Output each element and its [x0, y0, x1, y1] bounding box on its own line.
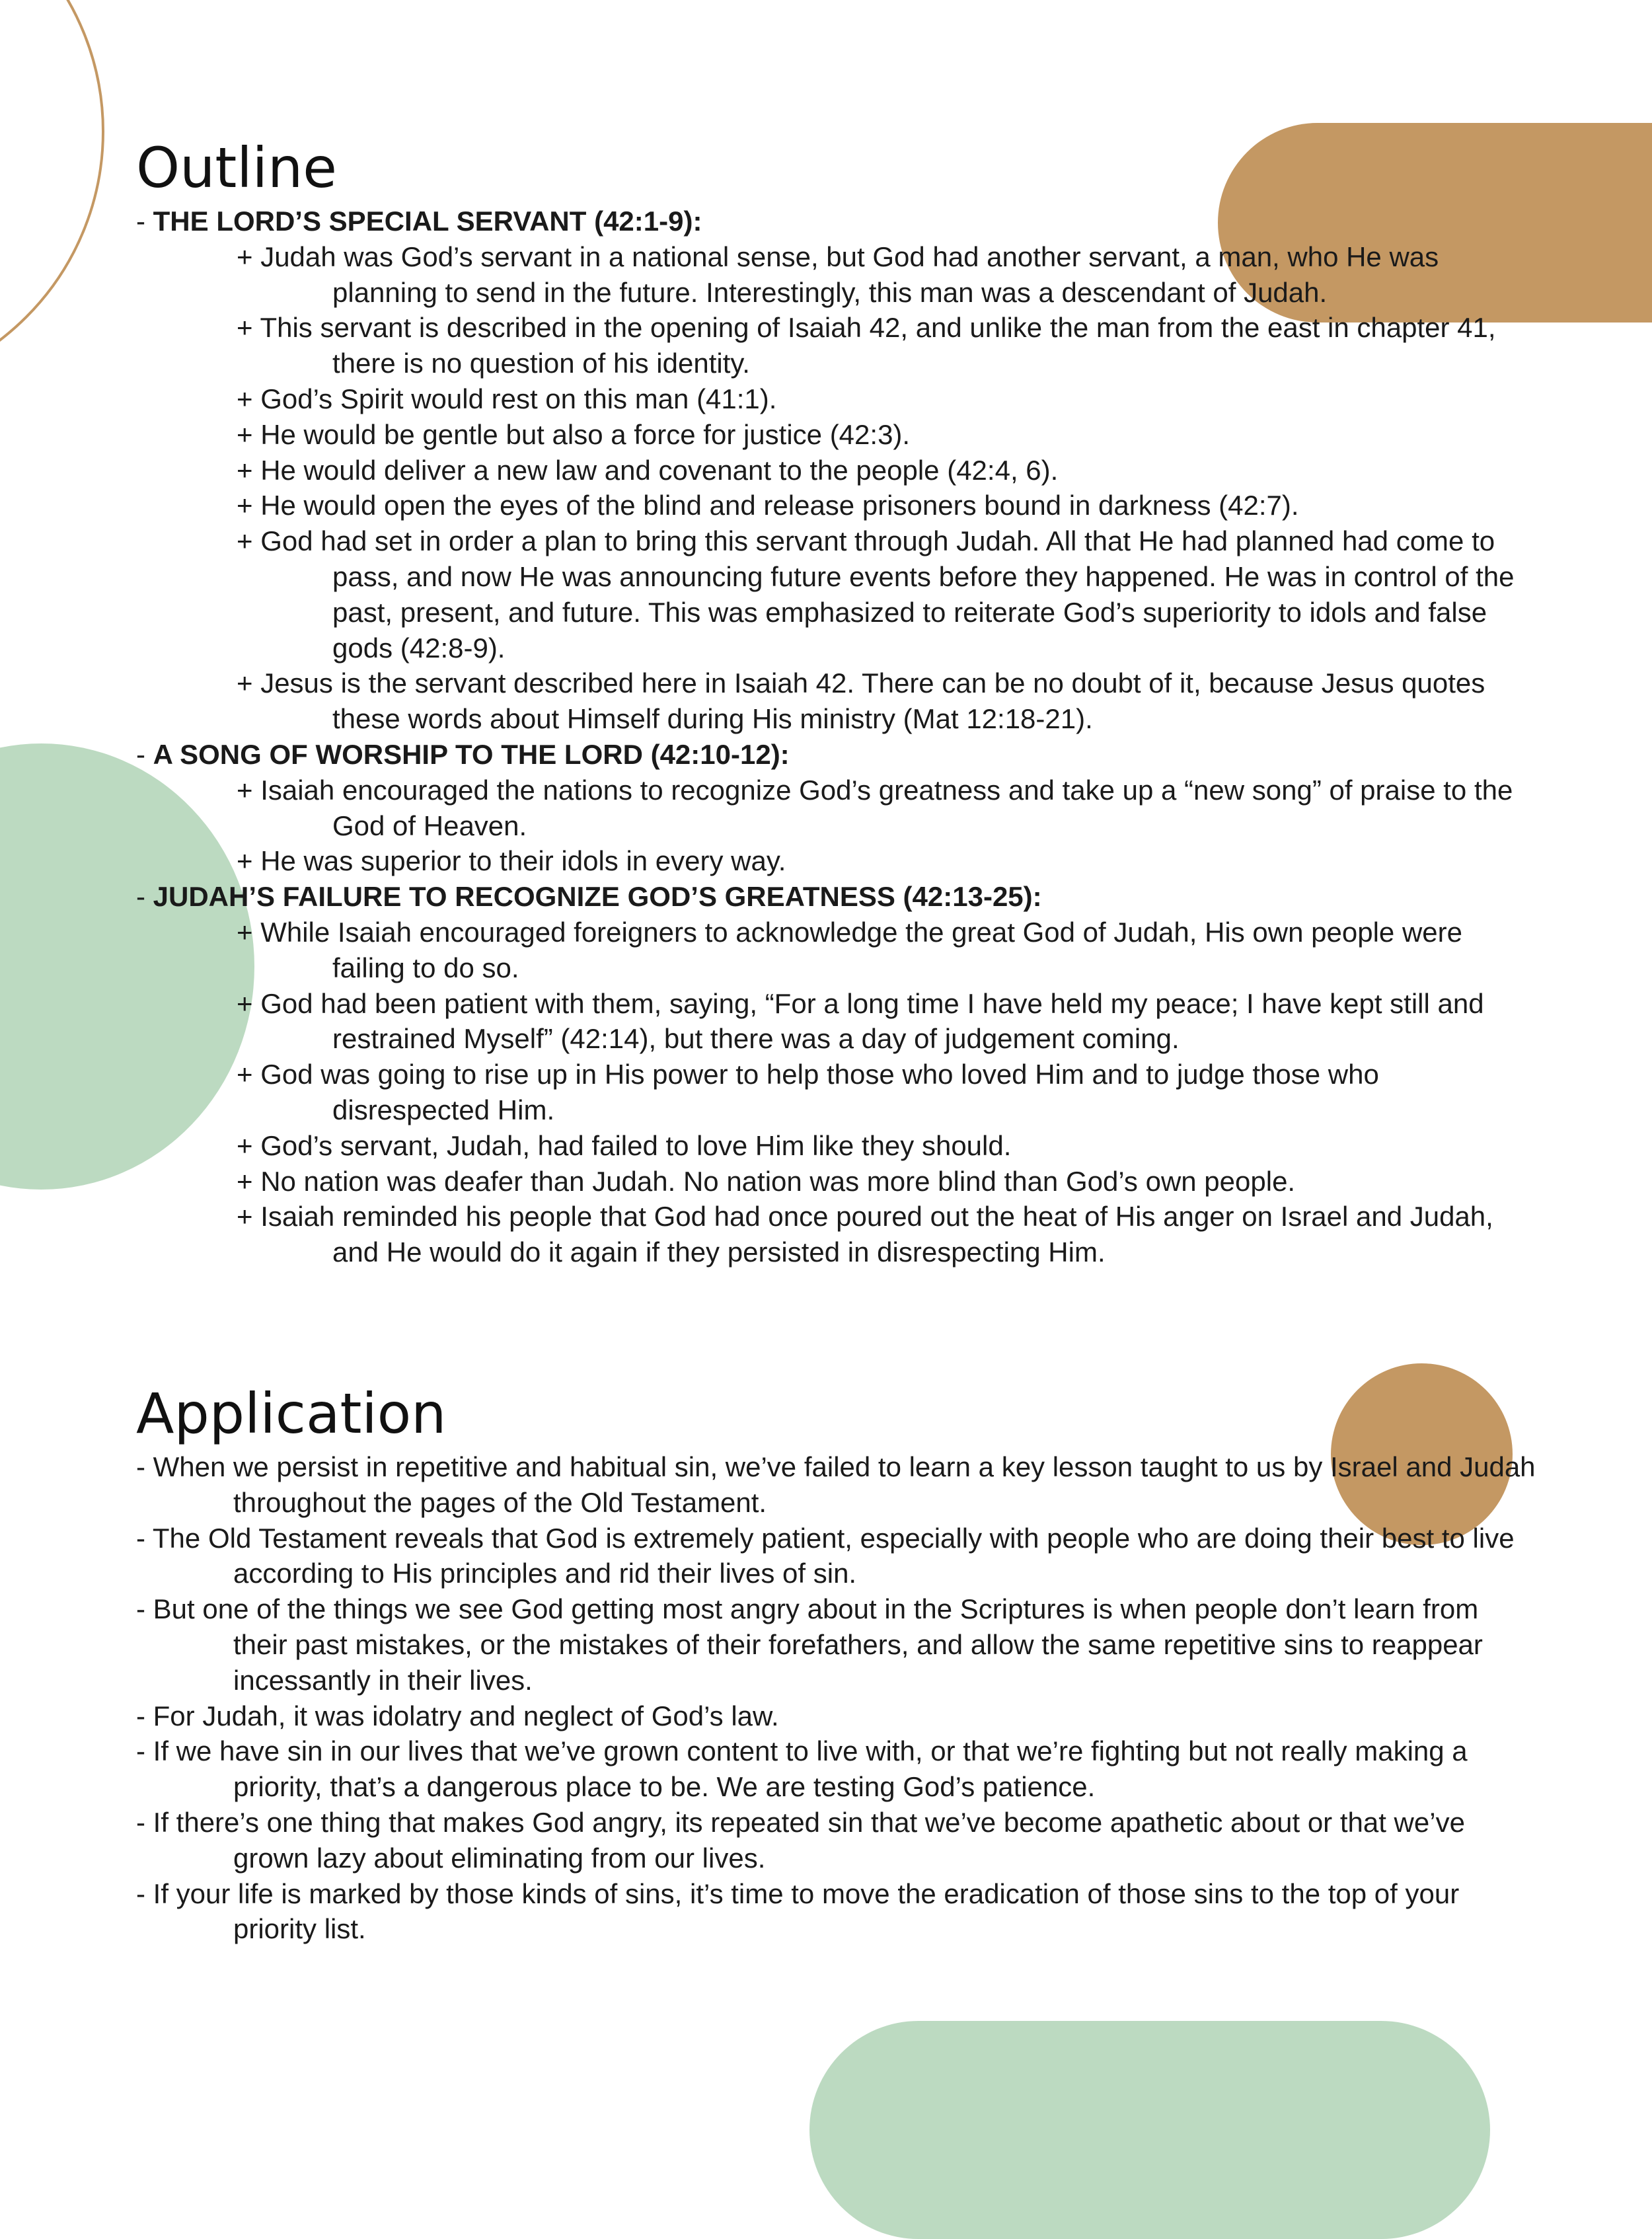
section-heading: [136, 737, 1537, 773]
application-marker: -: [136, 1451, 153, 1482]
point-marker: +: [237, 987, 261, 1019]
application-text: But one of the things we see God getting most angry about in the Scriptures is when people don’t learn from their past mistakes, or the mistakes of their forefathers, and allow the same repetitive sins to reappear incessantly in their lives.: [153, 1593, 1483, 1696]
application-section: [136, 1378, 1537, 1947]
outline-point: [136, 381, 1537, 417]
point-text: God had been patient with them, saying, “For a long time I have held my peace; I have kept still and restrained Myself” (42:14), but there was a day of judgement coming.: [260, 987, 1484, 1055]
point-marker: +: [237, 845, 261, 877]
point-text: No nation was deafer than Judah. No nation was more blind than God’s own people.: [260, 1165, 1296, 1197]
section-marker: -: [136, 738, 153, 770]
point-text: Jesus is the servant described here in Isaiah 42. There can be no doubt of it, because Jesus quotes these words about Himself during His ministry (Mat 12:18-21).: [260, 667, 1485, 735]
application-text: The Old Testament reveals that God is extremely patient, especially with people who are doing their best to live according to His principles and rid their lives of sin.: [152, 1522, 1515, 1589]
outline-point: [136, 773, 1537, 844]
point-marker: +: [237, 774, 261, 806]
application-point: [136, 1591, 1537, 1698]
outline-point: [136, 453, 1537, 488]
application-marker: -: [136, 1522, 153, 1554]
outline-title: Outline: [136, 135, 337, 200]
application-point: [136, 1805, 1537, 1876]
outline-point: [136, 239, 1537, 311]
section-marker: -: [136, 881, 153, 913]
point-marker: +: [237, 490, 261, 521]
application-point: [136, 1698, 1537, 1734]
point-marker: +: [237, 1129, 261, 1161]
application-marker: -: [136, 1593, 153, 1625]
point-marker: +: [237, 1201, 261, 1233]
application-text: When we persist in repetitive and habitual sin, we’ve failed to learn a key lesson taught to us by Israel and Judah throughout the pages of the Old Testament.: [153, 1451, 1536, 1518]
application-text: If your life is marked by those kinds of sins, it’s time to move the eradication of those sins to the top of your priority list.: [153, 1878, 1460, 1945]
outline-point: [136, 986, 1537, 1057]
point-marker: +: [237, 312, 260, 344]
application-text: If there’s one thing that makes God angry, its repeated sin that we’ve become apathetic about or that we’ve grown lazy about eliminating from our lives.: [153, 1806, 1465, 1874]
section-heading: [136, 879, 1537, 915]
application-text: If we have sin in our lives that we’ve grown content to live with, or that we’re fighting but not really making a priority, that’s a dangerous place to be. We are testing God’s patience.: [153, 1735, 1468, 1803]
section-heading-text: JUDAH’S FAILURE TO RECOGNIZE GOD’S GREATNESS (42:13-25):: [153, 881, 1042, 913]
outline-point: [136, 665, 1537, 737]
outline-section: [136, 132, 1537, 1270]
application-marker: -: [136, 1735, 153, 1767]
application-text: For Judah, it was idolatry and neglect of God’s law.: [153, 1700, 779, 1731]
outline-point: [136, 1128, 1537, 1164]
point-text: God had set in order a plan to bring this servant through Judah. All that He had planned had come to pass, and now He was announcing future events before they happened. He was in control of the past, present, and future. This was emphasized to reiterate God’s superiority to idols and false gods (42:8-9).: [260, 525, 1515, 664]
section-heading-text: THE LORD’S SPECIAL SERVANT (42:1-9):: [153, 206, 702, 237]
decorative-green-pill: [809, 2021, 1490, 2239]
outline-point: [136, 1199, 1537, 1270]
point-text: God was going to rise up in His power to help those who loved Him and to judge those who disrespected Him.: [260, 1059, 1379, 1125]
application-point: [136, 1521, 1537, 1592]
outline-point: [136, 1057, 1537, 1128]
application-point: [136, 1733, 1537, 1805]
point-text: God’s Spirit would rest on this man (41:1).: [260, 383, 777, 414]
point-marker: +: [237, 667, 261, 699]
point-text: He would open the eyes of the blind and release prisoners bound in darkness (42:7).: [260, 490, 1299, 521]
outline-point: [136, 1164, 1537, 1199]
point-text: He would be gentle but also a force for justice (42:3).: [260, 418, 911, 450]
point-text: While Isaiah encouraged foreigners to acknowledge the great God of Judah, His own people were failing to do so.: [260, 916, 1462, 983]
outline-point: [136, 310, 1537, 381]
application-marker: -: [136, 1806, 153, 1838]
point-marker: +: [237, 418, 261, 450]
section-marker: -: [136, 206, 153, 237]
application-title: Application: [136, 1381, 447, 1446]
point-text: He would deliver a new law and covenant to the people (42:4, 6).: [260, 454, 1059, 486]
point-text: God’s servant, Judah, had failed to love Him like they should.: [260, 1129, 1012, 1161]
section-heading: [136, 204, 1537, 239]
outline-point: [136, 843, 1537, 879]
point-marker: +: [237, 383, 261, 414]
point-text: This servant is described in the opening of Isaiah 42, and unlike the man from the east in chapter 41, there is no question of his identity.: [260, 312, 1496, 379]
outline-point: [136, 523, 1537, 665]
point-marker: +: [237, 916, 261, 948]
point-text: He was superior to their idols in every way.: [260, 845, 786, 877]
application-marker: -: [136, 1878, 153, 1909]
point-marker: +: [237, 1059, 261, 1090]
point-text: Isaiah encouraged the nations to recognize God’s greatness and take up a “new song” of praise to the God of Heaven.: [260, 774, 1513, 841]
point-text: Judah was God’s servant in a national sense, but God had another servant, a man, who He was planning to send in the future. Interestingly, this man was a descendant of Judah.: [260, 241, 1439, 308]
application-point: [136, 1876, 1537, 1948]
application-marker: -: [136, 1700, 153, 1731]
outline-point: [136, 488, 1537, 523]
point-marker: +: [237, 1165, 261, 1197]
section-heading-text: A SONG OF WORSHIP TO THE LORD (42:10-12):: [153, 738, 790, 770]
decorative-ring: [0, 0, 104, 395]
application-point: [136, 1449, 1537, 1521]
point-marker: +: [237, 525, 261, 557]
outline-point: [136, 417, 1537, 453]
outline-point: [136, 915, 1537, 986]
point-marker: +: [237, 454, 261, 486]
point-text: Isaiah reminded his people that God had once poured out the heat of His anger on Israel and Judah, and He would do it again if they persisted in disrespecting Him.: [260, 1201, 1493, 1268]
point-marker: +: [237, 241, 261, 272]
